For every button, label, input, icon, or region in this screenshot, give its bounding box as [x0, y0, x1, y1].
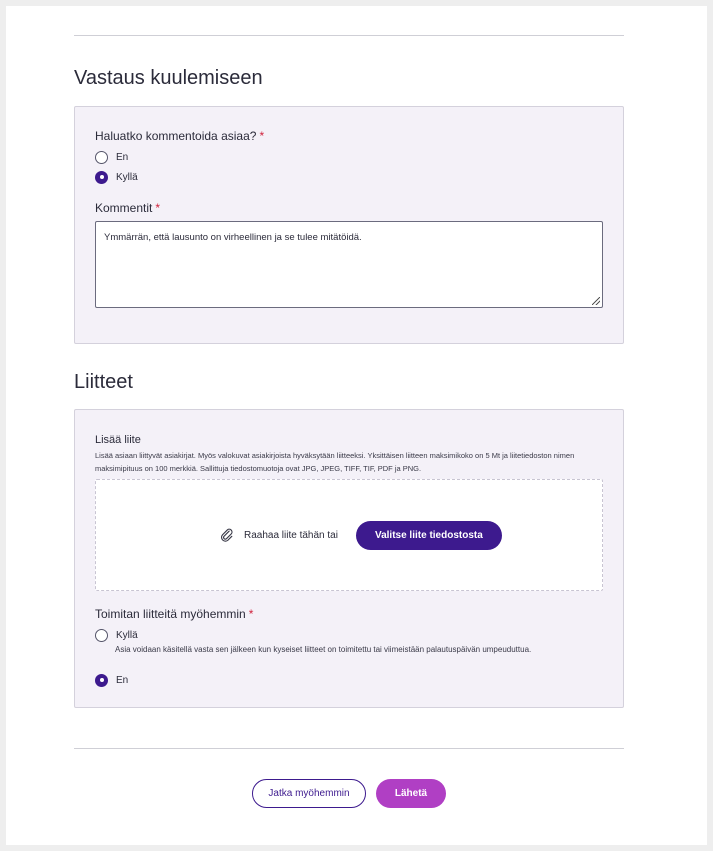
radio-label: En: [116, 151, 129, 163]
radio-button-checked[interactable]: [95, 171, 108, 184]
comments-textarea[interactable]: [95, 221, 603, 308]
comments-label: Kommentit *: [95, 201, 161, 215]
select-file-button[interactable]: Valitse liite tiedostosta: [356, 521, 502, 550]
paperclip-icon: [220, 528, 234, 542]
attachments-card: [74, 409, 624, 708]
add-attachment-help: Lisää asiaan liittyvät asiakirjat. Myös valokuvat asiakirjoista hyväksytään liitteeksi. Yksittäisen liitteen maksimikoko on 5 Mt ja liitetiedoston nimen maksimipituus on 100 merkkiä. Sallittuja tiedostomuotoja ovat JPG, JPEG, TIFF, TIF, PDF ja PNG.: [95, 451, 575, 473]
required-mark: *: [155, 201, 161, 215]
send-button[interactable]: Lähetä: [376, 779, 446, 808]
radio-button[interactable]: [95, 151, 108, 164]
dropzone-content: [220, 520, 502, 550]
comment-question-label: Haluatko kommentoida asiaa? *: [95, 129, 265, 143]
radio-comment-no[interactable]: [95, 149, 128, 165]
radio-button[interactable]: [95, 629, 108, 642]
radio-label: En: [116, 674, 129, 686]
radio-deliver-later-no[interactable]: [95, 672, 128, 688]
page: [6, 6, 707, 845]
radio-button-checked[interactable]: [95, 674, 108, 687]
attachment-dropzone[interactable]: [95, 479, 603, 591]
required-mark: *: [259, 129, 265, 143]
bottom-divider: [74, 748, 624, 749]
deliver-later-label: Toimitan liitteitä myöhemmin *: [95, 607, 254, 621]
resize-handle-icon[interactable]: [592, 297, 600, 305]
add-attachment-label: Lisää liite: [95, 434, 141, 446]
top-divider: [74, 35, 624, 36]
response-card: [74, 106, 624, 344]
comments-text: Ymmärrän, että lausunto on virheellinen ja se tulee mitätöidä.: [104, 232, 362, 243]
continue-later-button[interactable]: Jatka myöhemmin: [252, 779, 366, 808]
radio-deliver-later-yes[interactable]: [95, 627, 138, 643]
response-section-title: Vastaus kuulemiseen: [74, 67, 263, 89]
deliver-later-yes-help: Asia voidaan käsitellä vasta sen jälkeen kun kyseiset liitteet on toimitettu tai viimeistään palautuspäivän umpeuduttua.: [115, 645, 532, 654]
required-mark: *: [248, 607, 254, 621]
radio-label: Kyllä: [116, 629, 138, 641]
drop-text: Raahaa liite tähän tai: [244, 529, 338, 541]
radio-label: Kyllä: [116, 171, 138, 183]
radio-comment-yes[interactable]: [95, 169, 138, 185]
attachments-section-title: Liitteet: [74, 371, 133, 393]
